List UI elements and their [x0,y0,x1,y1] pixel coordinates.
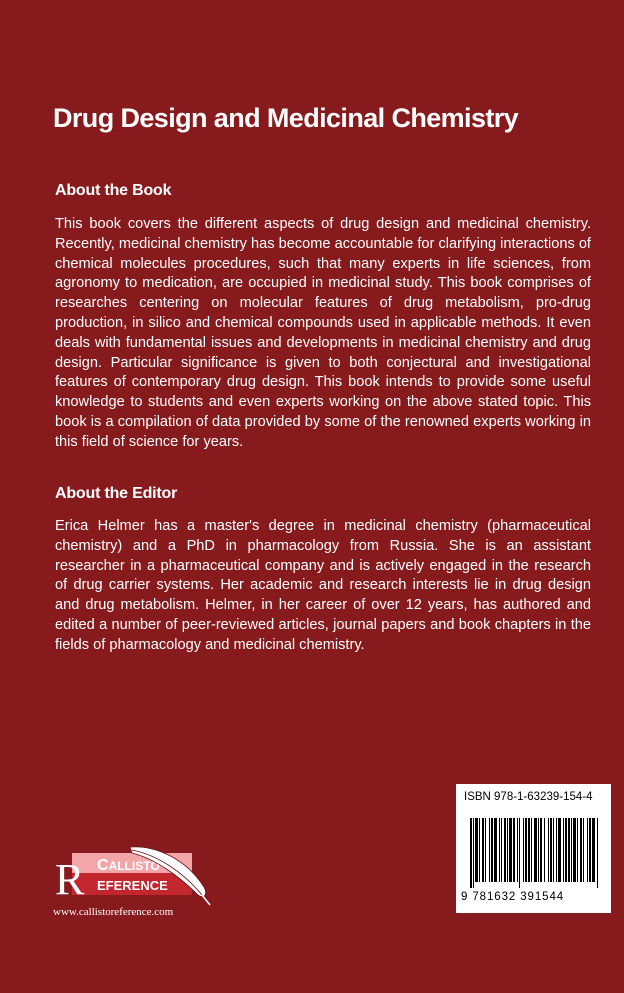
barcode-bar [509,818,512,882]
barcode-bar [513,818,515,882]
barcode-bar [470,818,472,888]
barcode-bar [507,818,508,882]
logo-word-top-initial: C [97,857,109,874]
barcode-bar [573,818,576,882]
barcode-icon [470,818,598,888]
barcode-bar [534,818,537,882]
book-title: Drug Design and Medicinal Chemistry [53,103,519,133]
barcode-bar [565,818,567,882]
barcode-bar [548,818,549,882]
isbn-barcode-box [456,784,611,913]
barcode-bar [528,818,530,882]
barcode-bar [519,818,520,888]
barcode-bar [587,818,588,882]
about-book-heading: About the Book [55,182,172,199]
barcode-bar [580,818,582,882]
barcode-bar [504,818,506,882]
callisto-reference-logo [52,843,212,911]
barcode-bar [556,818,557,882]
barcode-bar [540,818,542,882]
barcode-bar [525,818,527,882]
barcode-bar [494,818,497,882]
barcode-bar [597,818,598,888]
barcode-bar [577,818,578,882]
barcode-bar [517,818,518,882]
barcode-bar [473,818,474,888]
about-book-text: This book covers the different aspects of drug design and medicinal chemistry. Recently, medicinal chemistry has become accountable for clarifying interactions of chemical molecules procedures, such that many experts in life sciences, from agronomy to medication, are occupied in medicinal study. This book comprises of researches centering on molecular features of drug metabolism, pro-drug production, in silico and chemical compounds used in applicable methods. It even deals with fundamental issues and developments in medicinal chemistry and drug design. Particular significance is given to both conjectural and investigational features of contemporary drug design. This book intends to provide some useful knowledge to students and even experts working on the above stated topic. This book is a compilation of data provided by some of the renowned experts working in this field of science for years. [55,216,591,450]
barcode-bar [491,818,493,882]
publisher-url: www.callistoreference.com [53,906,174,918]
barcode-bar [583,818,584,882]
barcode-bar [482,818,484,882]
barcode-bar [531,818,532,882]
about-editor-heading: About the Editor [55,485,178,502]
isbn-label: ISBN 978-1-63239-154-4 [464,791,593,803]
barcode-bar [501,818,502,882]
logo-initial-r: R [55,855,85,904]
barcode-bar [489,818,490,882]
barcode-bar [592,818,595,882]
barcode-bar [553,818,554,882]
barcode-bar [499,818,500,882]
isbn-digits: 9 781632 391544 [461,891,565,903]
barcode-bar [538,818,539,882]
barcode-bar [558,818,561,882]
barcode-bar [550,818,552,882]
barcode-bar [485,818,486,882]
barcode-bar [568,818,570,882]
barcode-bar [571,818,572,882]
barcode-bar [523,818,524,882]
about-editor-text: Erica Helmer has a master's degree in medicinal chemistry (pharmaceutical chemistry) and a PhD in pharmacology from Russia. She is an assistant researcher in a pharmaceutical company and is actively engaged in the research of drug carrier systems. Her academic and research interests lie in drug design and drug metabolism. Helmer, in her career of over 12 years, has authored and edited a number of peer-reviewed articles, journal papers and book chapters in the fields of pharmacology and medicinal chemistry. [55,518,591,653]
barcode-bar [479,818,480,882]
logo-word-top-rest: ALLISTO [108,859,160,873]
barcode-bar [589,818,591,882]
barcode-bar [563,818,564,882]
barcode-bar [544,818,545,882]
logo-word-reference: EFERENCE [97,878,168,893]
barcode-bar [475,818,478,882]
